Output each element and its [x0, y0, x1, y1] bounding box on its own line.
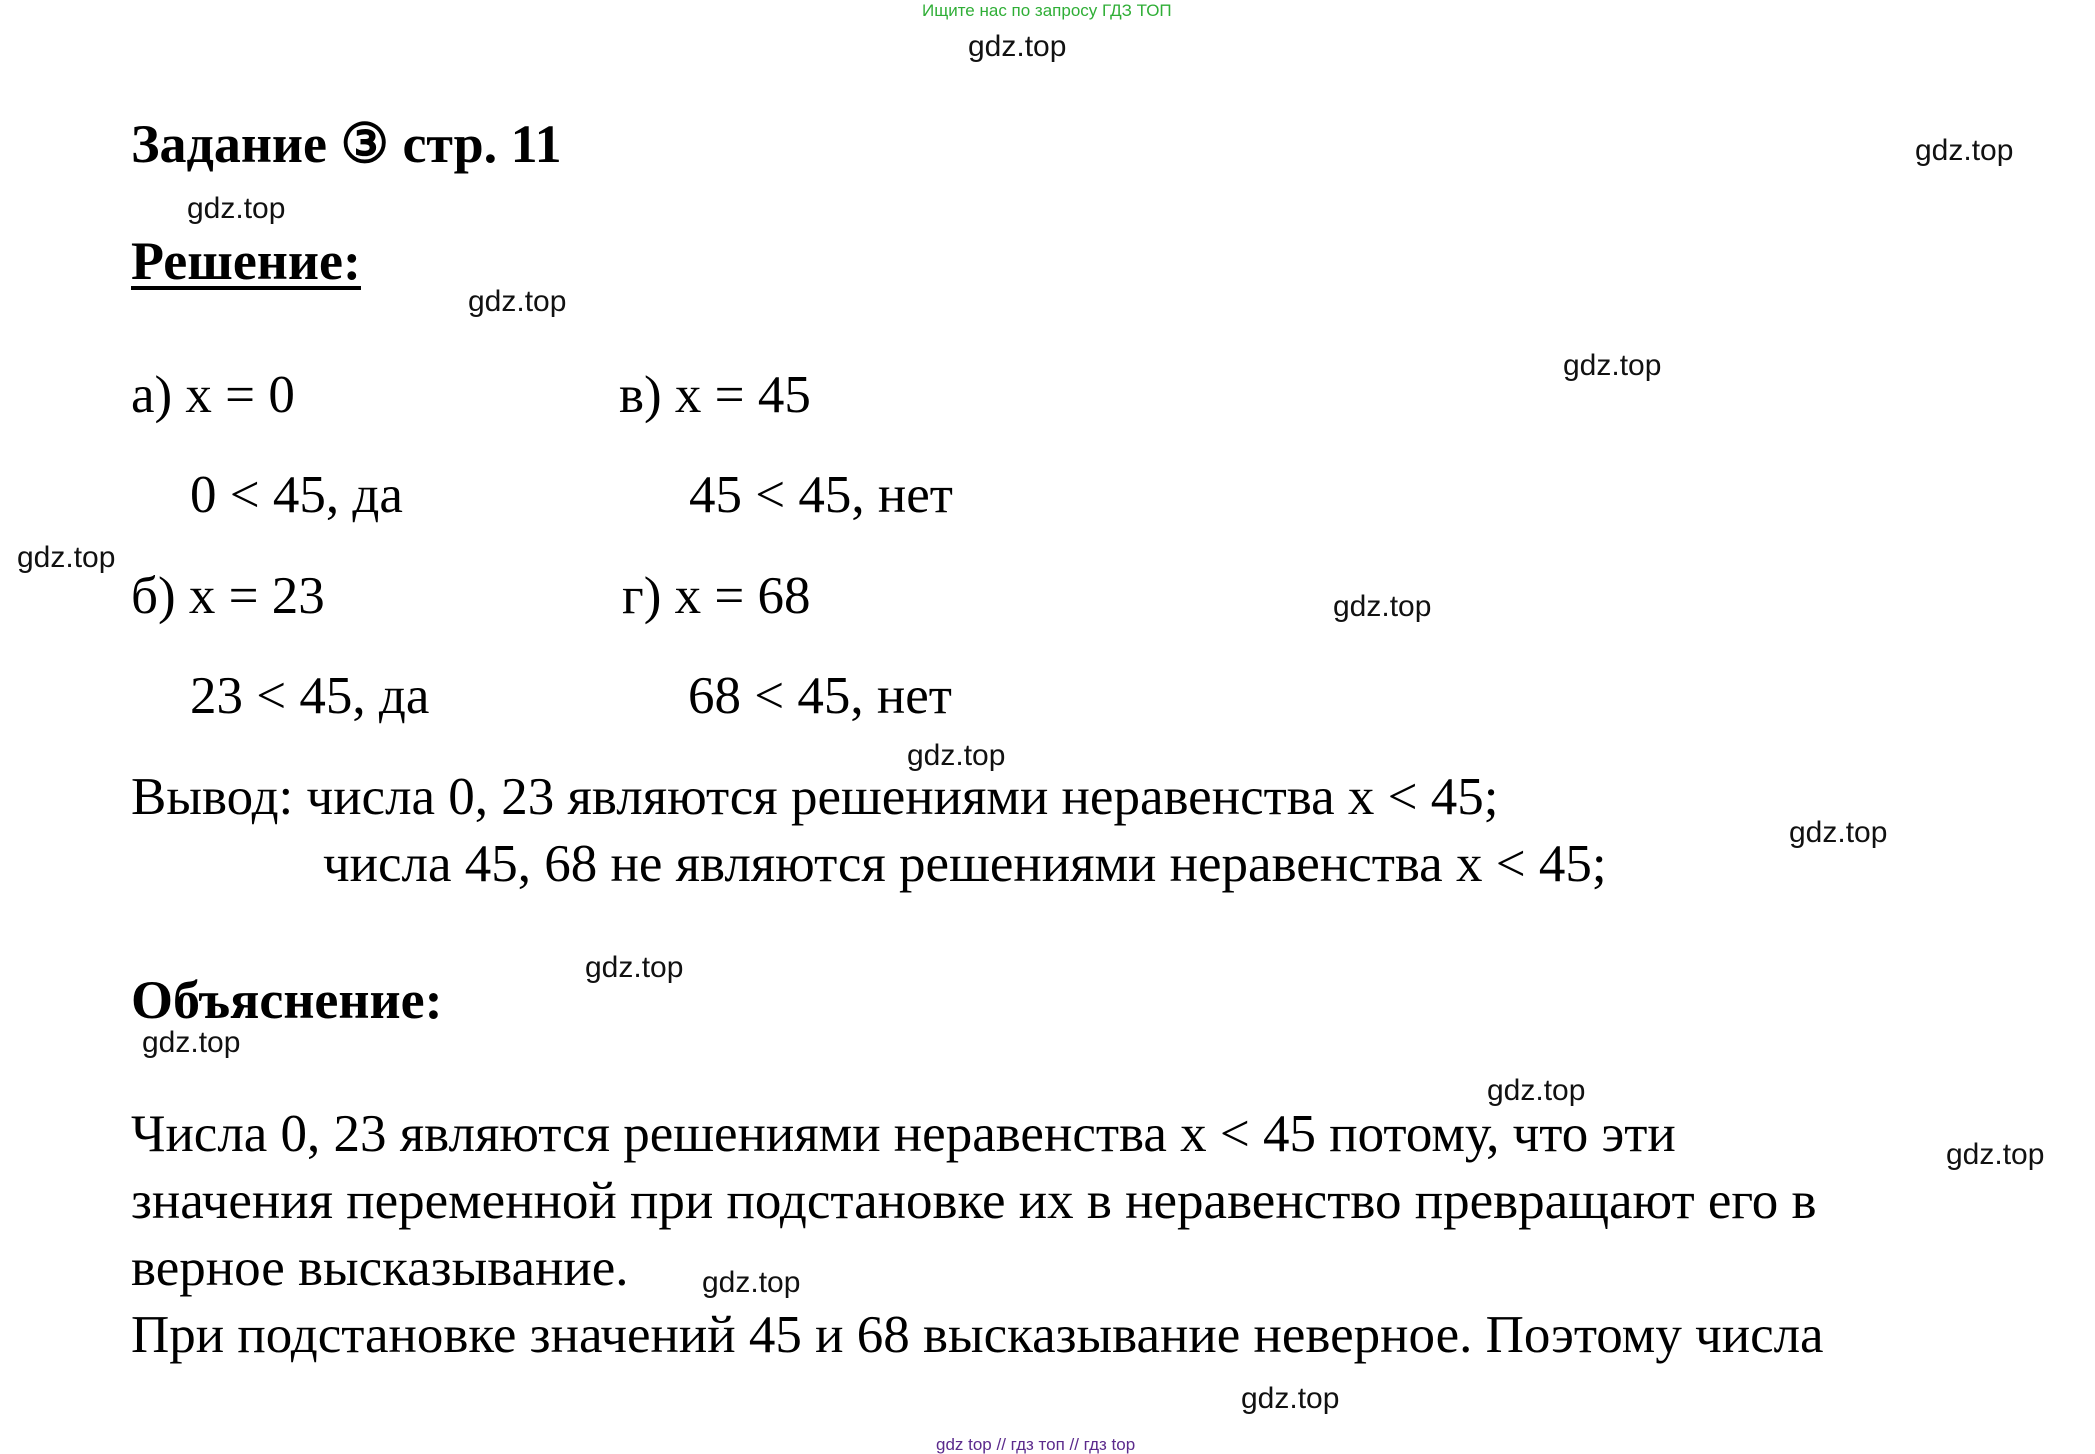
item-g-check: 68 < 45, нет: [688, 667, 952, 725]
site-header-link[interactable]: gdz.top: [968, 30, 1067, 63]
conclusion-line-2: числа 45, 68 не являются решениями неравенства x < 45;: [323, 835, 1607, 893]
watermark: gdz.top: [1241, 1382, 1340, 1415]
watermark: gdz.top: [1563, 349, 1662, 382]
watermark: gdz.top: [1487, 1074, 1586, 1107]
explanation-line-2: значения переменной при подстановке их в неравенство превращают его в: [131, 1172, 1817, 1230]
item-b-label: б) x = 23: [131, 567, 325, 625]
watermark: gdz.top: [187, 192, 286, 225]
task-number-circled: ③: [340, 114, 389, 174]
watermark: gdz.top: [1333, 590, 1432, 623]
explanation-line-4: При подстановке значений 45 и 68 высказывание неверное. Поэтому числа: [131, 1306, 1824, 1364]
watermark: gdz.top: [1946, 1138, 2045, 1171]
explanation-line-1: Числа 0, 23 являются решениями неравенства x < 45 потому, что эти: [131, 1105, 1676, 1163]
task-page-ref: стр. 11: [402, 114, 562, 174]
watermark: gdz.top: [468, 285, 567, 318]
watermark: gdz.top: [142, 1026, 241, 1059]
watermark: gdz.top: [17, 541, 116, 574]
watermark: gdz.top: [585, 951, 684, 984]
task-title: [131, 114, 562, 174]
item-v-label: в) x = 45: [619, 366, 811, 424]
item-g-label: г) x = 68: [622, 567, 811, 625]
item-v-check: 45 < 45, нет: [689, 466, 953, 524]
item-a-check: 0 < 45, да: [190, 466, 403, 524]
item-a-label: а) x = 0: [131, 366, 295, 424]
footer-links[interactable]: gdz top // гдз топ // гдз top: [936, 1435, 1136, 1454]
watermark: gdz.top: [1915, 134, 2014, 167]
item-b-check: 23 < 45, да: [190, 667, 430, 725]
task-title-word: Задание: [131, 114, 328, 174]
watermark: gdz.top: [907, 739, 1006, 772]
conclusion-line-1: Вывод: числа 0, 23 являются решениями неравенства x < 45;: [131, 768, 1499, 826]
explanation-heading: Объяснение:: [131, 970, 443, 1030]
promo-text[interactable]: Ищите нас по запросу ГДЗ ТОП: [922, 1, 1172, 20]
watermark: gdz.top: [702, 1266, 801, 1299]
solution-heading: Решение:: [131, 231, 361, 291]
watermark: gdz.top: [1789, 816, 1888, 849]
explanation-line-3: верное высказывание.: [131, 1239, 629, 1297]
